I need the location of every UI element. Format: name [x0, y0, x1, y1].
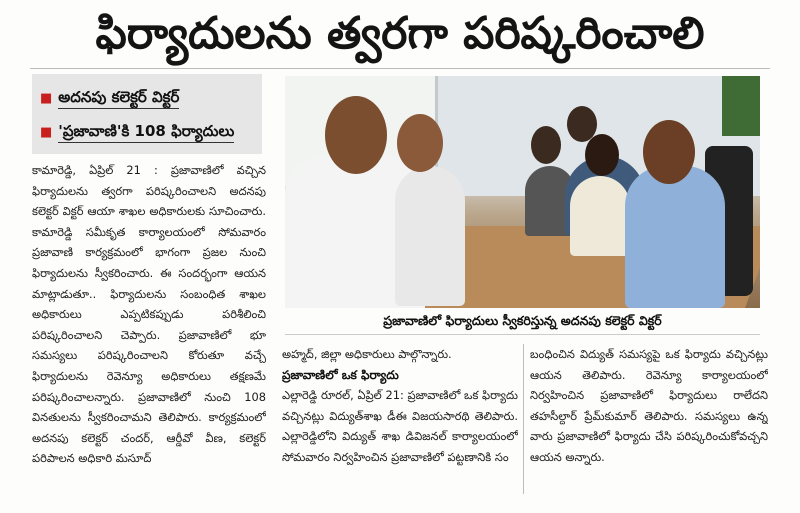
subheading: ప్రజావాణిలో ఒక ఫిర్యాదు [282, 367, 399, 382]
divider [30, 68, 770, 69]
bullet-icon: ■ [40, 125, 53, 140]
headline: ఫిర్యాదులను త్వరగా పరిష్కరించాలి [95, 8, 705, 59]
column-2-lead: అహ్మద్, జిల్లా అధికారులు పాల్గొన్నారు. [282, 347, 452, 361]
photo-caption: ప్రజావాణిలో ఫిర్యాదులు స్వీకరిస్తున్న అదనపు కలెక్టర్ విక్టర్ [285, 308, 760, 335]
meeting-photo [285, 76, 760, 308]
highlight-item [40, 116, 234, 146]
highlight-item [40, 82, 179, 112]
highlight-text: 'ప్రజావాణి'కి 108 ఫిర్యాదులు [58, 120, 234, 143]
bullet-icon: ■ [40, 91, 53, 106]
column-divider [523, 344, 524, 494]
highlights-box [32, 74, 262, 154]
highlight-text: అదనపు కలెక్టర్ విక్టర్ [58, 86, 179, 109]
article-column-3: బంధించిన విద్యుత్ సమస్యపై ఒక ఫిర్యాదు వచ్చినట్లు ఆయన తెలిపారు. రెవెన్యూ కార్యాలయంలో నిర్వహించిన ప్రజావాణిలో ఫిర్యాదులు రాలేదని తహసీల్దార్ ప్రేమ్‌కుమార్ తెలిపారు. సమస్యలు ఉన్న వారు ప్రజావాణిలో ఫిర్యాదు చేసి పరిష్కరించుకోవచ్చని ఆయన అన్నారు. [530, 347, 768, 464]
column-2-body: ఎల్లారెడ్డి రూరల్, ఏప్రిల్ 21: ప్రజావాణిలో ఒక ఫిర్యాదు వచ్చినట్లు విద్యుత్‌శాఖ డీఈ విజయసారథి తెలిపారు. ఎల్లారెడ్డిలోని విద్యుత్ శాఖ డివిజనల్ కార్యాలయంలో సోమవారం నిర్వహించిన ప్రజావాణిలో పట్టణానికి సం [282, 388, 518, 464]
article-column-2 [282, 344, 518, 494]
article-column-1: కామారెడ్డి, ఏప్రిల్ 21 : ప్రజావాణిలో వచ్చిన ఫిర్యాదులను త్వరగా పరిష్కరించాలని అదనపు కలెక్టర్ విక్టర్ ఆయా శాఖల అధికారులకు సూచించారు. కామారెడ్డి సమీకృత కార్యాలయంలో సోమవారం ప్రజావాణి కార్యక్రమంలో భాగంగా ప్రజల నుంచి ఫిర్యాదులను స్వీకరించారు. ఈ సందర్భంగా ఆయన మాట్లాడుతూ.. ఫిర్యాదులను సంబంధిత శాఖల అధికారులు ఎప్పటికప్పుడు పరిశీలించి పరిష్కరించాలని చెప్పారు. ప్రజావాణిలో భూ సమస్యలు పరిష్కరించాలని కోరుతూ వచ్చే ఫిర్యాదులను రెవెన్యూ అధికారులు తక్షణమే పరిష్కరించాలన్నారు. ప్రజావాణిలో నుంచి 108 వినతులను స్వీకరించామని తెలిపారు. కార్యక్రమంలో అదనపు కలెక్టర్ చందర్, ఆర్డీవో వీణ, కలెక్టర్ పరిపాలన అధికారి మసూద్ [32, 163, 266, 466]
